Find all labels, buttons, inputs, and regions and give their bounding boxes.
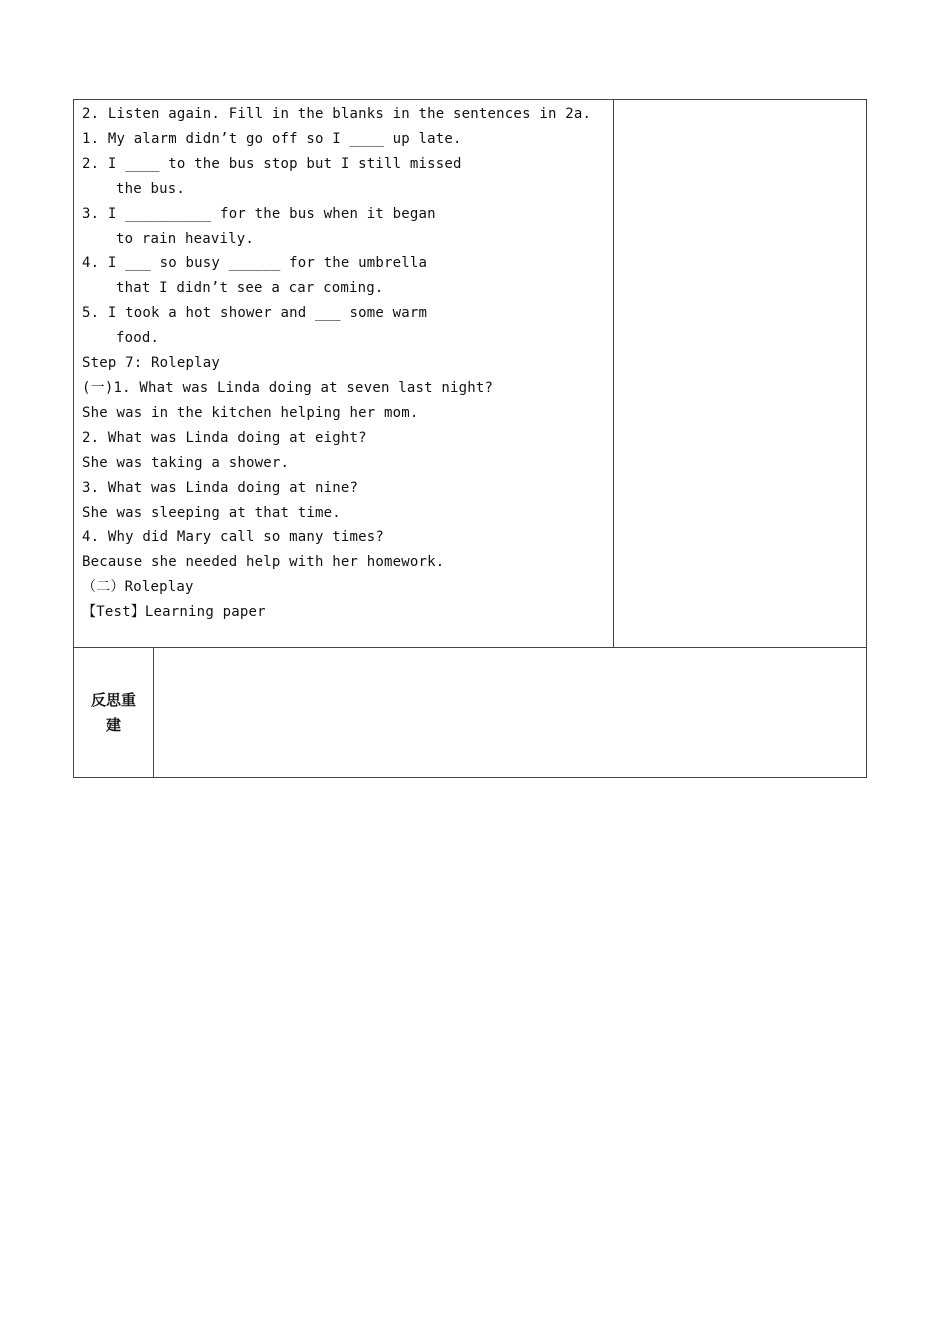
text-line: 【Test】Learning paper xyxy=(82,604,266,621)
text-line: that I didn’t see a car coming. xyxy=(116,280,384,297)
text-line: 2. I ____ to the bus stop but I still missed xyxy=(82,155,462,172)
text-line: 4. I ___ so busy ______ for the umbrella xyxy=(82,255,428,272)
reflection-label: 反思重建 xyxy=(90,690,136,734)
table-row-lesson xyxy=(73,99,867,648)
text-line: 3. What was Linda doing at nine? xyxy=(82,479,359,496)
lesson-content-cell xyxy=(74,100,614,647)
table-row-reflection xyxy=(73,648,867,778)
reflection-content-cell xyxy=(154,648,866,777)
text-line: She was sleeping at that time. xyxy=(82,504,341,521)
text-line: Because she needed help with her homework. xyxy=(82,554,445,571)
text-line: Step 7: Roleplay xyxy=(82,355,221,372)
text-line: （二）Roleplay xyxy=(82,579,194,596)
text-line: food. xyxy=(116,330,160,347)
text-line: 3. I __________ for the bus when it began xyxy=(82,205,436,222)
text-line: 1. My alarm didn’t go off so I ____ up late. xyxy=(82,130,462,147)
notes-cell xyxy=(614,100,866,647)
text-line: 5. I took a hot shower and ___ some warm xyxy=(82,305,428,322)
reflection-label-cell xyxy=(74,648,154,777)
text-line: (一)1. What was Linda doing at seven last night? xyxy=(82,379,494,396)
text-line: the bus. xyxy=(116,180,186,197)
text-line: She was taking a shower. xyxy=(82,454,290,471)
text-line: to rain heavily. xyxy=(116,230,255,247)
text-line: 4. Why did Mary call so many times? xyxy=(82,529,385,546)
text-line: She was in the kitchen helping her mom. xyxy=(82,404,419,421)
lesson-table xyxy=(73,99,867,778)
text-line: 2. What was Linda doing at eight? xyxy=(82,429,367,446)
text-line: 2. Listen again. Fill in the blanks in the sentences in 2a. xyxy=(82,106,592,122)
